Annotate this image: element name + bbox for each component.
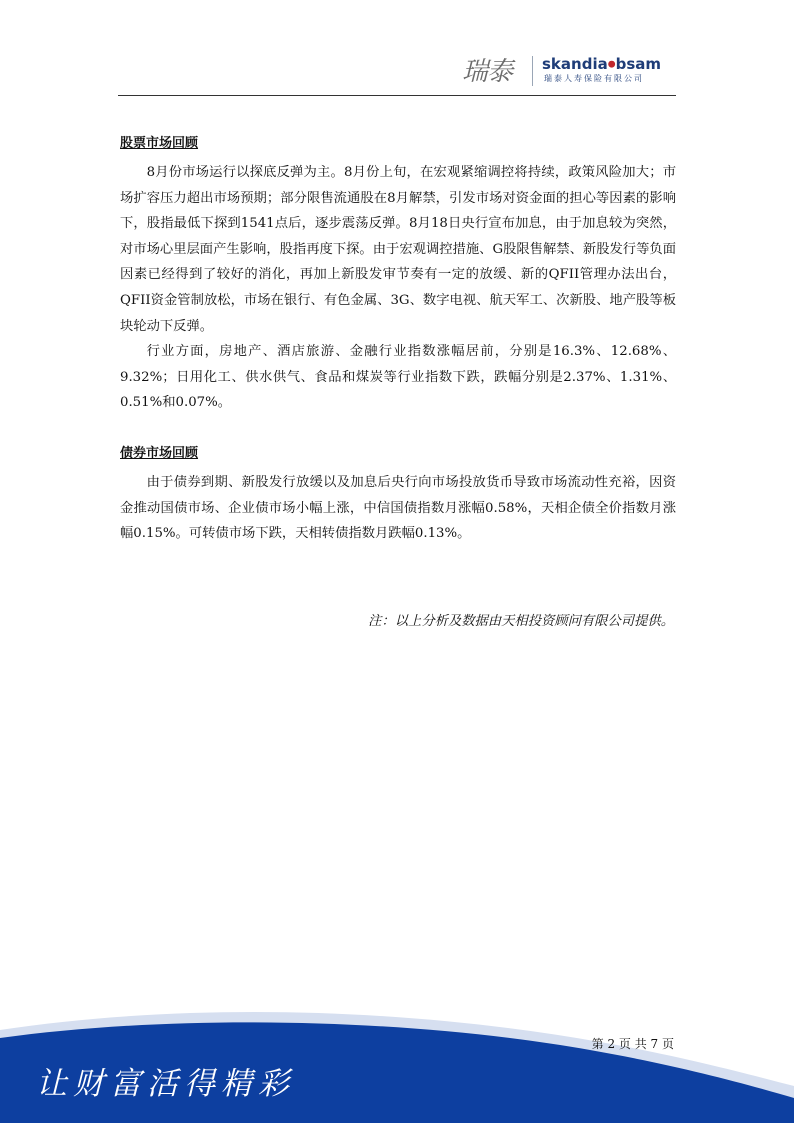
bond-section xyxy=(120,444,676,547)
bond-section-title: 债券市场回顾 xyxy=(120,445,199,461)
logo-wordmark xyxy=(542,55,661,74)
header-divider xyxy=(118,95,676,96)
stock-paragraph-2: 行业方面，房地产、酒店旅游、金融行业指数涨幅居前，分别是16.3%、12.68%、9.32%；日用化工、供水供气、食品和煤炭等行业指数下跌，跌幅分别是2.37%、1.31%、0.51%和0.07%。 xyxy=(120,344,676,411)
logo-separator xyxy=(532,56,533,86)
bond-paragraph-1: 由于债券到期、新股发行放缓以及加息后央行向市场投放货币导致市场流动性充裕，因资金推动国债市场、企业债市场小幅上涨，中信国债指数月涨幅0.58%，天相企债全价指数月涨幅0.15%。可转债市场下跌，天相转债指数月跌幅0.13%。 xyxy=(120,474,676,542)
stock-section-title: 股票市场回顾 xyxy=(120,136,199,151)
logo-wordmark-left: skandia xyxy=(542,55,608,73)
stock-section xyxy=(120,134,676,416)
logo-calligraphy: 瑞泰 xyxy=(462,57,513,87)
main-content xyxy=(120,134,676,547)
stock-paragraph-1: 8月份市场运行以探底反弹为主。8月份上旬，在宏观紧缩调控将持续，政策风险加大；市场扩容压力超出市场预期；部分限售流通股在8月解禁，引发市场对资金面的担心等因素的影响下，股指最低下探到1541点后，逐步震荡反弹。8月18日央行宣布加息，由于加息较为突然，对市场心里层面产生影响，股指再度下探。由于宏观调控措施、G股限售解禁、新股发行等负面因素已经得到了较好的消化，再加上新股发审节奏有一定的放缓、新的QFII管理办法出台，QFII资金管制放松，市场在银行、有色金属、3G、数字电视、航天军工、次新股、地产股等板块轮动下反弹。 xyxy=(120,165,676,334)
section-gap xyxy=(120,416,676,444)
logo-wordmark-right: bsam xyxy=(615,55,661,73)
logo-dot-icon: ● xyxy=(607,59,616,70)
page-number: 第 2 页 共 7 页 xyxy=(591,1037,674,1051)
source-note: 注：以上分析及数据由天相投资顾问有限公司提供。 xyxy=(368,614,674,629)
page-header xyxy=(118,52,676,96)
logo-company-name: 瑞泰人寿保险有限公司 xyxy=(544,74,644,83)
footer-slogan: 让财富活得精彩 xyxy=(36,1066,295,1102)
